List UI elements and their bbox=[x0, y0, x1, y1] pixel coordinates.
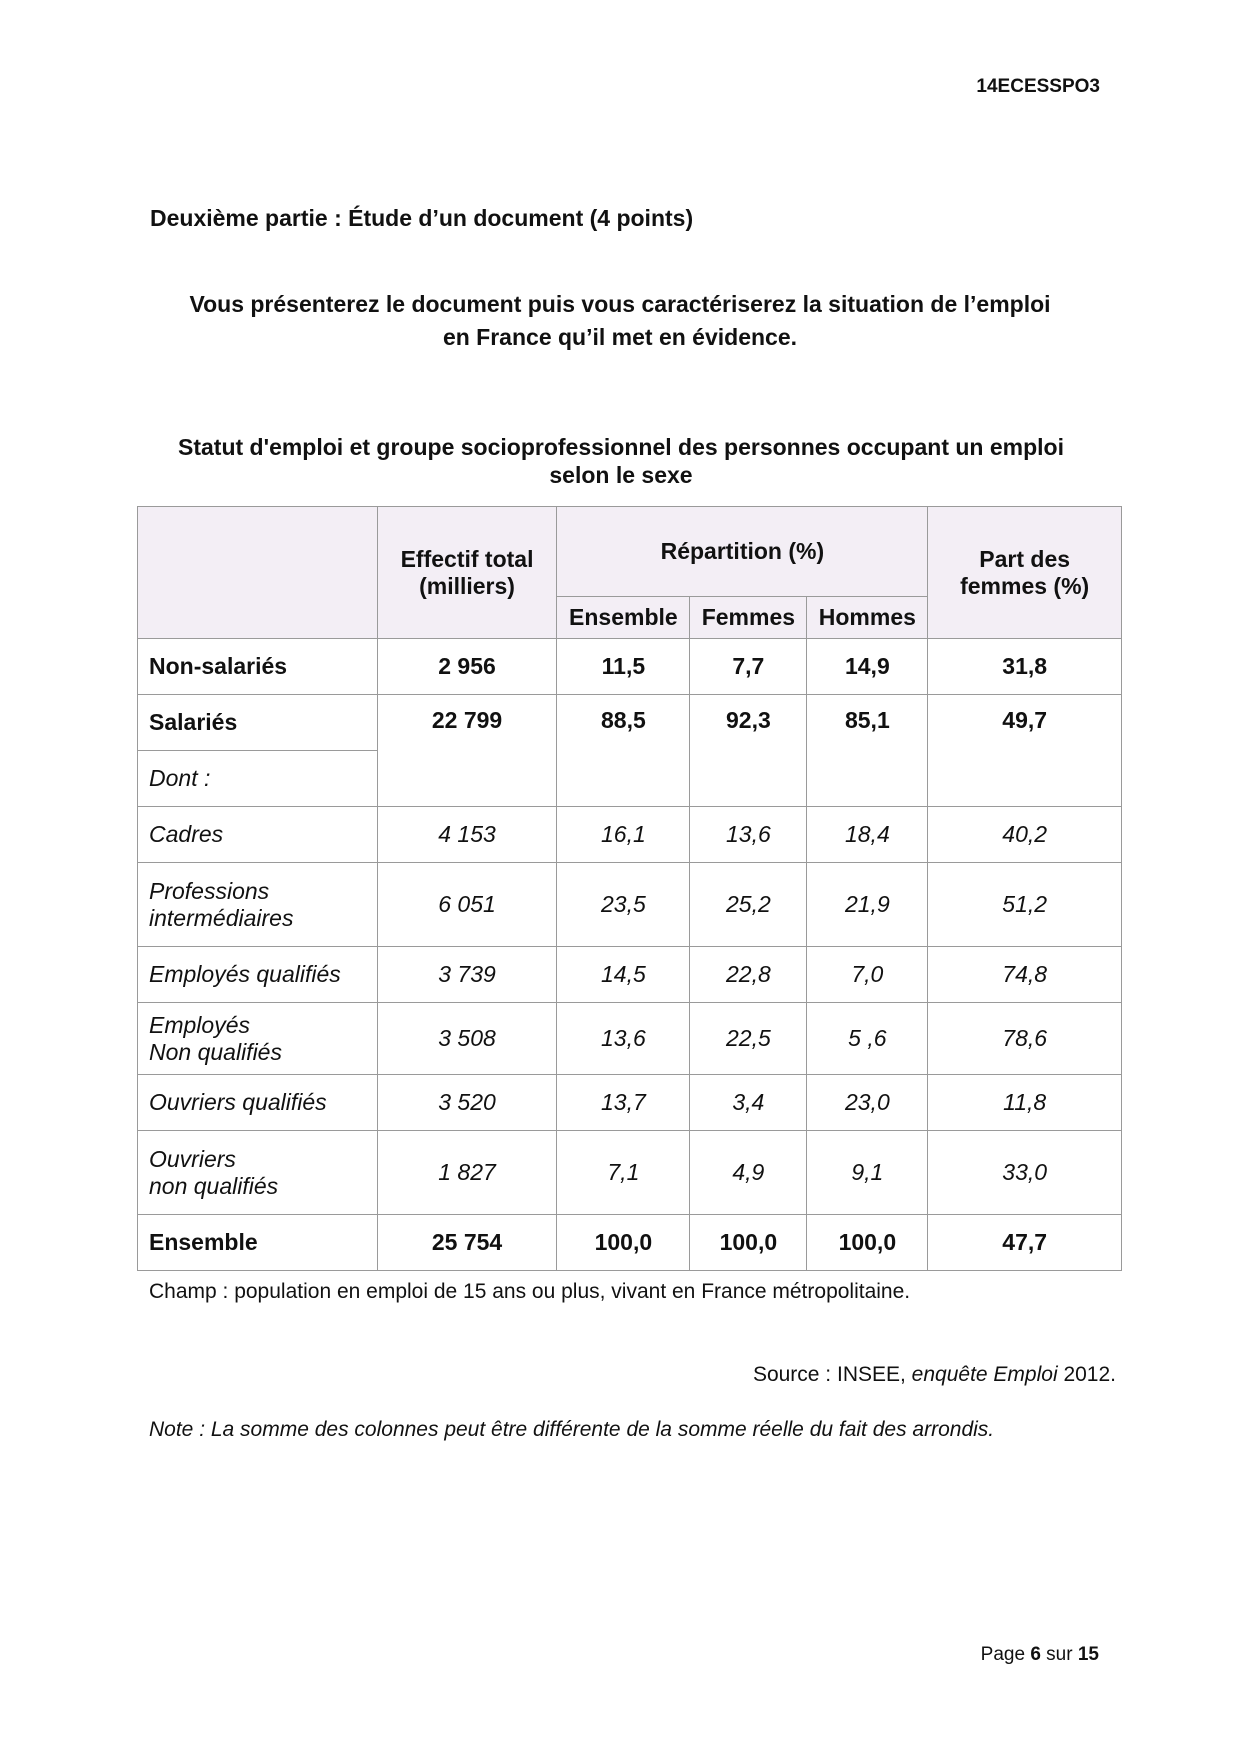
cell-part: 11,8 bbox=[928, 1075, 1122, 1131]
cell-part: 47,7 bbox=[928, 1215, 1122, 1271]
table-row bbox=[138, 863, 1122, 947]
cell-hommes: 9,1 bbox=[807, 1131, 928, 1215]
cell-effectif: 1 827 bbox=[377, 1131, 557, 1215]
source-prefix: Source : INSEE, bbox=[752, 1363, 912, 1386]
header-repartition: Répartition (%) bbox=[557, 507, 928, 597]
employment-table bbox=[137, 506, 1122, 1271]
champ-note: Champ : population en emploi de 15 ans ou plus, vivant en France métropolitaine. bbox=[149, 1280, 911, 1303]
row-label: Cadres bbox=[138, 807, 378, 863]
cell-part: 74,8 bbox=[928, 947, 1122, 1003]
row-label bbox=[138, 1131, 378, 1215]
cell-femmes: 22,8 bbox=[690, 947, 807, 1003]
cell-hommes: 14,9 bbox=[807, 639, 928, 695]
part-title: Deuxième partie : Étude d’un document (4 points) bbox=[150, 205, 694, 231]
cell-effectif: 4 153 bbox=[377, 807, 557, 863]
cell-part: 49,7 bbox=[928, 695, 1122, 807]
row-label: Ensemble bbox=[138, 1215, 378, 1271]
cell-ensemble: 88,5 bbox=[557, 695, 690, 807]
table-title-line-2: selon le sexe bbox=[549, 462, 693, 488]
table-row bbox=[138, 1003, 1122, 1075]
cell-femmes: 25,2 bbox=[690, 863, 807, 947]
cell-ensemble: 16,1 bbox=[557, 807, 690, 863]
cell-effectif: 25 754 bbox=[377, 1215, 557, 1271]
cell-hommes: 23,0 bbox=[807, 1075, 928, 1131]
cell-ensemble: 23,5 bbox=[557, 863, 690, 947]
header-femmes: Femmes bbox=[690, 597, 807, 639]
instruction-line-1: Vous présenterez le document puis vous caractériserez la situation de l’emploi bbox=[189, 291, 1051, 317]
rounding-note: Note : La somme des colonnes peut être différente de la somme réelle du fait des arrondis. bbox=[149, 1418, 995, 1441]
cell-ensemble: 14,5 bbox=[557, 947, 690, 1003]
cell-femmes: 4,9 bbox=[690, 1131, 807, 1215]
table-row bbox=[138, 947, 1122, 1003]
cell-ensemble: 11,5 bbox=[557, 639, 690, 695]
cell-femmes: 22,5 bbox=[690, 1003, 807, 1075]
row-label: Dont : bbox=[138, 751, 378, 807]
cell-effectif: 22 799 bbox=[377, 695, 557, 807]
cell-part: 31,8 bbox=[928, 639, 1122, 695]
header-hommes: Hommes bbox=[807, 597, 928, 639]
cell-ensemble: 13,7 bbox=[557, 1075, 690, 1131]
table-title bbox=[136, 433, 1106, 489]
cell-hommes: 21,9 bbox=[807, 863, 928, 947]
row-label: Employés qualifiés bbox=[138, 947, 378, 1003]
row-label bbox=[138, 1003, 378, 1075]
page-prefix: Page bbox=[980, 1644, 1031, 1665]
row-label-line-1: Employés bbox=[149, 1011, 250, 1038]
header-ensemble: Ensemble bbox=[557, 597, 690, 639]
cell-hommes: 7,0 bbox=[807, 947, 928, 1003]
cell-femmes: 100,0 bbox=[690, 1215, 807, 1271]
table-row bbox=[138, 1075, 1122, 1131]
row-label: Salariés bbox=[138, 695, 378, 751]
cell-effectif: 6 051 bbox=[377, 863, 557, 947]
cell-hommes: 85,1 bbox=[807, 695, 928, 807]
cell-effectif: 2 956 bbox=[377, 639, 557, 695]
row-label bbox=[138, 863, 378, 947]
row-label-line-2: intermédiaires bbox=[149, 904, 294, 931]
page-number bbox=[981, 1644, 1099, 1666]
cell-femmes: 7,7 bbox=[690, 639, 807, 695]
cell-femmes: 92,3 bbox=[690, 695, 807, 807]
cell-effectif: 3 739 bbox=[377, 947, 557, 1003]
page-middle: sur bbox=[1040, 1644, 1078, 1665]
table-row bbox=[138, 1215, 1122, 1271]
row-label: Non-salariés bbox=[138, 639, 378, 695]
row-label-line-2: non qualifiés bbox=[149, 1172, 279, 1199]
source-survey: enquête Emploi bbox=[911, 1363, 1058, 1386]
header-part-femmes bbox=[928, 507, 1122, 639]
cell-femmes: 13,6 bbox=[690, 807, 807, 863]
cell-part: 40,2 bbox=[928, 807, 1122, 863]
row-label: Ouvriers qualifiés bbox=[138, 1075, 378, 1131]
cell-ensemble: 13,6 bbox=[557, 1003, 690, 1075]
header-effectif-line-1: Effectif total bbox=[400, 545, 534, 572]
table-title-line-1: Statut d'emploi et groupe socioprofessionnel des personnes occupant un emploi bbox=[178, 434, 1064, 460]
cell-femmes: 3,4 bbox=[690, 1075, 807, 1131]
header-effectif bbox=[377, 507, 557, 639]
header-effectif-line-2: (milliers) bbox=[419, 572, 515, 599]
table-row bbox=[138, 695, 1122, 751]
instruction bbox=[140, 288, 1100, 354]
header-part-line-2: femmes (%) bbox=[960, 572, 1090, 599]
cell-part: 51,2 bbox=[928, 863, 1122, 947]
table-row bbox=[138, 1131, 1122, 1215]
cell-effectif: 3 508 bbox=[377, 1003, 557, 1075]
table-row bbox=[138, 807, 1122, 863]
cell-ensemble: 7,1 bbox=[557, 1131, 690, 1215]
instruction-line-2: en France qu’il met en évidence. bbox=[442, 324, 798, 350]
page-current: 6 bbox=[1030, 1644, 1041, 1665]
header-empty-cell bbox=[138, 507, 378, 639]
cell-hommes: 5 ,6 bbox=[807, 1003, 928, 1075]
document-code: 14ECESSPO3 bbox=[976, 76, 1100, 97]
source-suffix: 2012. bbox=[1057, 1363, 1116, 1386]
source-line bbox=[753, 1363, 1116, 1387]
row-label-line-1: Professions bbox=[149, 877, 270, 904]
cell-part: 33,0 bbox=[928, 1131, 1122, 1215]
row-label-line-2: Non qualifiés bbox=[149, 1038, 282, 1065]
cell-hommes: 18,4 bbox=[807, 807, 928, 863]
header-part-line-1: Part des bbox=[979, 545, 1071, 572]
row-label-line-1: Ouvriers bbox=[149, 1145, 236, 1172]
page-total: 15 bbox=[1077, 1644, 1099, 1665]
cell-hommes: 100,0 bbox=[807, 1215, 928, 1271]
cell-ensemble: 100,0 bbox=[557, 1215, 690, 1271]
cell-effectif: 3 520 bbox=[377, 1075, 557, 1131]
cell-part: 78,6 bbox=[928, 1003, 1122, 1075]
table-row bbox=[138, 639, 1122, 695]
